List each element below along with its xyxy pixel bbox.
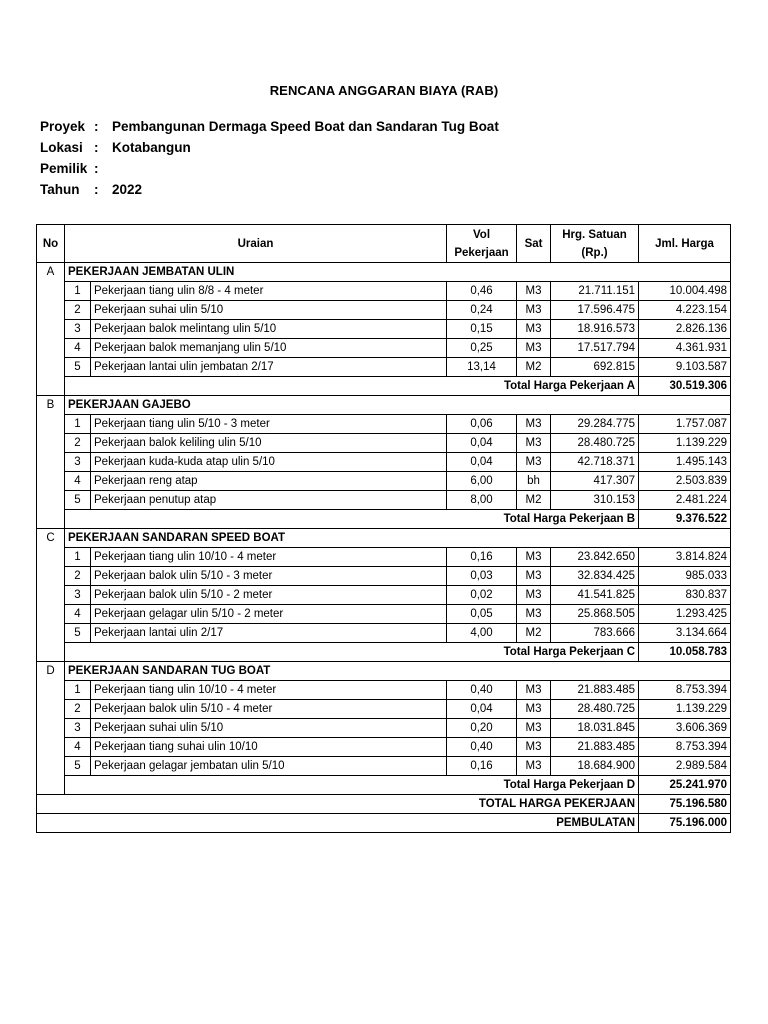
row-number: 5 xyxy=(65,358,91,377)
row-description: Pekerjaan tiang suhai ulin 10/10 xyxy=(91,738,447,757)
row-number: 5 xyxy=(65,624,91,643)
table-row xyxy=(37,548,731,567)
table-row xyxy=(37,339,731,358)
table-row xyxy=(37,681,731,700)
row-unit: M2 xyxy=(517,358,551,377)
table-row xyxy=(37,738,731,757)
row-spacer xyxy=(37,491,65,510)
row-number: 4 xyxy=(65,339,91,358)
section-total-value: 25.241.970 xyxy=(639,776,731,795)
row-unit-price: 21.883.485 xyxy=(551,738,639,757)
rounding-row xyxy=(37,814,731,833)
meta-row-year xyxy=(40,179,499,200)
row-spacer xyxy=(37,567,65,586)
header-uraian: Uraian xyxy=(65,225,447,263)
table-row xyxy=(37,358,731,377)
row-volume: 0,03 xyxy=(447,567,517,586)
row-number: 5 xyxy=(65,757,91,776)
row-unit-price: 25.868.505 xyxy=(551,605,639,624)
row-unit-price: 42.718.371 xyxy=(551,453,639,472)
grand-total-label: TOTAL HARGA PEKERJAAN xyxy=(37,795,639,814)
section-total-value: 9.376.522 xyxy=(639,510,731,529)
row-total: 4.223.154 xyxy=(639,301,731,320)
row-description: Pekerjaan penutup atap xyxy=(91,491,447,510)
table-row xyxy=(37,434,731,453)
row-number: 3 xyxy=(65,453,91,472)
grand-total-value: 75.196.580 xyxy=(639,795,731,814)
row-unit: M3 xyxy=(517,282,551,301)
table-row xyxy=(37,491,731,510)
header-jml: Jml. Harga xyxy=(639,225,731,263)
row-description: Pekerjaan balok melintang ulin 5/10 xyxy=(91,320,447,339)
row-spacer xyxy=(37,358,65,377)
row-unit: M3 xyxy=(517,700,551,719)
header-vol-line2: Pekerjaan xyxy=(454,246,509,259)
row-spacer xyxy=(37,624,65,643)
row-volume: 4,00 xyxy=(447,624,517,643)
row-total: 830.837 xyxy=(639,586,731,605)
row-spacer xyxy=(37,719,65,738)
row-description: Pekerjaan suhai ulin 5/10 xyxy=(91,301,447,320)
row-volume: 0,04 xyxy=(447,453,517,472)
row-unit: M3 xyxy=(517,548,551,567)
row-total: 1.293.425 xyxy=(639,605,731,624)
row-unit: M2 xyxy=(517,624,551,643)
row-volume: 0,40 xyxy=(447,738,517,757)
row-spacer xyxy=(37,301,65,320)
row-total: 8.753.394 xyxy=(639,681,731,700)
row-number: 2 xyxy=(65,434,91,453)
row-description: Pekerjaan kuda-kuda atap ulin 5/10 xyxy=(91,453,447,472)
row-spacer xyxy=(37,339,65,358)
section-total-label: Total Harga Pekerjaan B xyxy=(65,510,639,529)
row-total: 8.753.394 xyxy=(639,738,731,757)
table-body xyxy=(37,263,731,795)
row-unit-price: 23.842.650 xyxy=(551,548,639,567)
row-unit: M3 xyxy=(517,320,551,339)
rounding-label: PEMBULATAN xyxy=(37,814,639,833)
table-row xyxy=(37,282,731,301)
row-unit: M3 xyxy=(517,605,551,624)
row-unit-price: 17.517.794 xyxy=(551,339,639,358)
section-name: PEKERJAAN SANDARAN SPEED BOAT xyxy=(65,529,731,548)
section-header-row xyxy=(37,529,731,548)
table-row xyxy=(37,415,731,434)
row-number: 5 xyxy=(65,491,91,510)
grand-total-row xyxy=(37,795,731,814)
row-volume: 0,04 xyxy=(447,700,517,719)
section-total-row xyxy=(37,377,731,396)
row-volume: 0,04 xyxy=(447,434,517,453)
section-total-label: Total Harga Pekerjaan C xyxy=(65,643,639,662)
project-info xyxy=(40,116,499,200)
row-total: 3.814.824 xyxy=(639,548,731,567)
row-total: 2.503.839 xyxy=(639,472,731,491)
meta-colon: : xyxy=(94,161,99,176)
document-title: RENCANA ANGGARAN BIAYA (RAB) xyxy=(269,83,499,98)
row-spacer xyxy=(37,738,65,757)
row-spacer xyxy=(37,700,65,719)
header-vol xyxy=(447,225,517,263)
row-volume: 0,40 xyxy=(447,681,517,700)
meta-key: Lokasi xyxy=(40,140,83,155)
table-row xyxy=(37,301,731,320)
table-row xyxy=(37,757,731,776)
row-unit-price: 41.541.825 xyxy=(551,586,639,605)
row-unit: M3 xyxy=(517,586,551,605)
row-description: Pekerjaan balok keliling ulin 5/10 xyxy=(91,434,447,453)
row-unit-price: 783.666 xyxy=(551,624,639,643)
row-volume: 6,00 xyxy=(447,472,517,491)
row-unit: M3 xyxy=(517,415,551,434)
row-number: 2 xyxy=(65,567,91,586)
rounding-value: 75.196.000 xyxy=(639,814,731,833)
section-letter: D xyxy=(37,662,65,681)
row-unit-price: 28.480.725 xyxy=(551,434,639,453)
row-unit: bh xyxy=(517,472,551,491)
meta-row-project xyxy=(40,116,499,137)
row-volume: 13,14 xyxy=(447,358,517,377)
row-volume: 0,06 xyxy=(447,415,517,434)
row-total: 2.826.136 xyxy=(639,320,731,339)
row-description: Pekerjaan suhai ulin 5/10 xyxy=(91,719,447,738)
table-row xyxy=(37,605,731,624)
header-hrg-line2: (Rp.) xyxy=(581,246,608,259)
meta-colon: : xyxy=(94,119,99,134)
row-number: 3 xyxy=(65,320,91,339)
row-unit-price: 28.480.725 xyxy=(551,700,639,719)
meta-row-owner xyxy=(40,158,499,179)
section-name: PEKERJAAN SANDARAN TUG BOAT xyxy=(65,662,731,681)
row-description: Pekerjaan lantai ulin 2/17 xyxy=(91,624,447,643)
row-unit: M3 xyxy=(517,453,551,472)
row-spacer xyxy=(37,548,65,567)
section-total-label: Total Harga Pekerjaan D xyxy=(65,776,639,795)
row-number: 4 xyxy=(65,472,91,491)
row-spacer xyxy=(37,681,65,700)
table-row xyxy=(37,719,731,738)
header-hrg xyxy=(551,225,639,263)
row-unit: M3 xyxy=(517,339,551,358)
meta-colon: : xyxy=(94,140,99,155)
table-row xyxy=(37,567,731,586)
section-name: PEKERJAAN JEMBATAN ULIN xyxy=(65,263,731,282)
row-volume: 0,20 xyxy=(447,719,517,738)
row-spacer xyxy=(37,510,65,529)
section-total-value: 10.058.783 xyxy=(639,643,731,662)
row-number: 3 xyxy=(65,586,91,605)
section-header-row xyxy=(37,396,731,415)
row-volume: 0,46 xyxy=(447,282,517,301)
row-volume: 8,00 xyxy=(447,491,517,510)
row-number: 1 xyxy=(65,415,91,434)
row-unit-price: 417.307 xyxy=(551,472,639,491)
row-description: Pekerjaan gelagar ulin 5/10 - 2 meter xyxy=(91,605,447,624)
row-unit-price: 692.815 xyxy=(551,358,639,377)
row-unit: M3 xyxy=(517,757,551,776)
row-unit: M3 xyxy=(517,738,551,757)
row-total: 985.033 xyxy=(639,567,731,586)
row-total: 4.361.931 xyxy=(639,339,731,358)
row-total: 3.606.369 xyxy=(639,719,731,738)
row-spacer xyxy=(37,415,65,434)
table-row xyxy=(37,320,731,339)
section-total-value: 30.519.306 xyxy=(639,377,731,396)
row-total: 1.139.229 xyxy=(639,434,731,453)
row-number: 3 xyxy=(65,719,91,738)
table-row xyxy=(37,624,731,643)
row-volume: 0,15 xyxy=(447,320,517,339)
row-total: 10.004.498 xyxy=(639,282,731,301)
section-header-row xyxy=(37,263,731,282)
row-number: 1 xyxy=(65,681,91,700)
header-hrg-line1: Hrg. Satuan xyxy=(562,228,627,241)
row-total: 1.139.229 xyxy=(639,700,731,719)
row-description: Pekerjaan balok memanjang ulin 5/10 xyxy=(91,339,447,358)
row-spacer xyxy=(37,757,65,776)
budget-table xyxy=(36,224,731,833)
row-unit-price: 310.153 xyxy=(551,491,639,510)
header-no: No xyxy=(37,225,65,263)
row-volume: 0,25 xyxy=(447,339,517,358)
section-letter: A xyxy=(37,263,65,282)
row-total: 1.495.143 xyxy=(639,453,731,472)
row-description: Pekerjaan balok ulin 5/10 - 3 meter xyxy=(91,567,447,586)
row-unit: M3 xyxy=(517,301,551,320)
table-row xyxy=(37,453,731,472)
section-total-label: Total Harga Pekerjaan A xyxy=(65,377,639,396)
section-total-row xyxy=(37,643,731,662)
row-unit-price: 17.596.475 xyxy=(551,301,639,320)
row-number: 2 xyxy=(65,301,91,320)
row-description: Pekerjaan tiang ulin 8/8 - 4 meter xyxy=(91,282,447,301)
row-unit: M3 xyxy=(517,681,551,700)
row-unit-price: 32.834.425 xyxy=(551,567,639,586)
row-unit-price: 29.284.775 xyxy=(551,415,639,434)
section-name: PEKERJAAN GAJEBO xyxy=(65,396,731,415)
meta-key: Tahun xyxy=(40,182,80,197)
header-vol-line1: Vol xyxy=(472,228,491,241)
row-spacer xyxy=(37,453,65,472)
row-description: Pekerjaan gelagar jembatan ulin 5/10 xyxy=(91,757,447,776)
meta-value-location: Kotabangun xyxy=(112,140,191,155)
table-row xyxy=(37,700,731,719)
row-spacer xyxy=(37,472,65,491)
section-total-row xyxy=(37,776,731,795)
meta-value-year: 2022 xyxy=(112,182,143,197)
row-spacer xyxy=(37,320,65,339)
section-letter: C xyxy=(37,529,65,548)
row-total: 1.757.087 xyxy=(639,415,731,434)
meta-key: Proyek xyxy=(40,119,86,134)
row-number: 1 xyxy=(65,548,91,567)
row-volume: 0,16 xyxy=(447,548,517,567)
row-description: Pekerjaan lantai ulin jembatan 2/17 xyxy=(91,358,447,377)
row-number: 1 xyxy=(65,282,91,301)
row-spacer xyxy=(37,282,65,301)
row-unit-price: 18.684.900 xyxy=(551,757,639,776)
row-total: 2.989.584 xyxy=(639,757,731,776)
row-total: 2.481.224 xyxy=(639,491,731,510)
row-unit: M2 xyxy=(517,491,551,510)
row-spacer xyxy=(37,586,65,605)
row-total: 3.134.664 xyxy=(639,624,731,643)
row-spacer xyxy=(37,776,65,795)
section-total-row xyxy=(37,510,731,529)
row-volume: 0,24 xyxy=(447,301,517,320)
table-row xyxy=(37,472,731,491)
row-unit: M3 xyxy=(517,567,551,586)
row-volume: 0,05 xyxy=(447,605,517,624)
meta-value-project: Pembangunan Dermaga Speed Boat dan Sandaran Tug Boat xyxy=(112,119,499,134)
row-description: Pekerjaan tiang ulin 10/10 - 4 meter xyxy=(91,548,447,567)
row-number: 2 xyxy=(65,700,91,719)
row-volume: 0,16 xyxy=(447,757,517,776)
row-number: 4 xyxy=(65,738,91,757)
table-row xyxy=(37,586,731,605)
table-header-row xyxy=(37,225,731,263)
row-spacer xyxy=(37,434,65,453)
row-unit-price: 18.916.573 xyxy=(551,320,639,339)
row-description: Pekerjaan balok ulin 5/10 - 2 meter xyxy=(91,586,447,605)
row-unit-price: 21.711.151 xyxy=(551,282,639,301)
row-number: 4 xyxy=(65,605,91,624)
row-spacer xyxy=(37,643,65,662)
row-description: Pekerjaan balok ulin 5/10 - 4 meter xyxy=(91,700,447,719)
row-unit-price: 21.883.485 xyxy=(551,681,639,700)
row-description: Pekerjaan tiang ulin 10/10 - 4 meter xyxy=(91,681,447,700)
section-header-row xyxy=(37,662,731,681)
row-total: 9.103.587 xyxy=(639,358,731,377)
row-description: Pekerjaan reng atap xyxy=(91,472,447,491)
meta-colon: : xyxy=(94,182,99,197)
row-unit: M3 xyxy=(517,719,551,738)
row-description: Pekerjaan tiang ulin 5/10 - 3 meter xyxy=(91,415,447,434)
meta-key: Pemilik xyxy=(40,161,88,176)
row-spacer xyxy=(37,377,65,396)
row-spacer xyxy=(37,605,65,624)
meta-row-location xyxy=(40,137,499,158)
section-letter: B xyxy=(37,396,65,415)
row-unit: M3 xyxy=(517,434,551,453)
row-volume: 0,02 xyxy=(447,586,517,605)
row-unit-price: 18.031.845 xyxy=(551,719,639,738)
header-sat: Sat xyxy=(517,225,551,263)
